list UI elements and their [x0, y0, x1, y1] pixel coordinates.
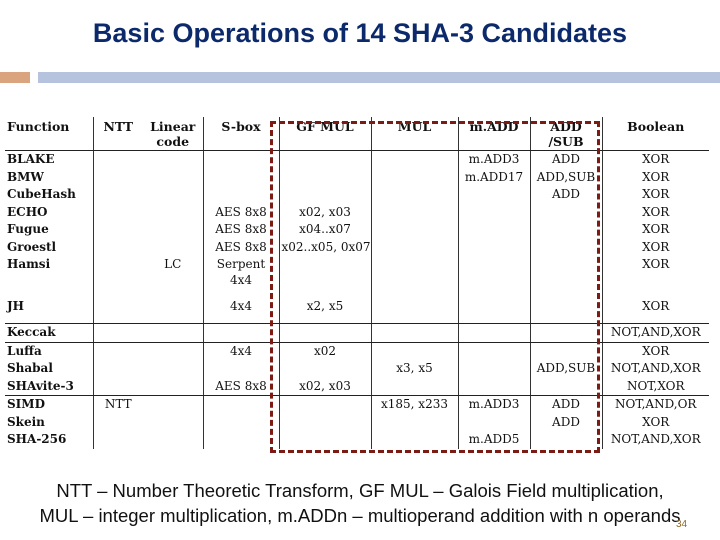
- table-cell: XOR: [602, 151, 709, 169]
- table-cell: XOR: [602, 239, 709, 257]
- table-cell: Fugue: [7, 222, 49, 236]
- table-cell: [203, 324, 279, 343]
- table-cell: 4x4: [203, 342, 279, 360]
- table-cell: x02, x03: [279, 378, 371, 396]
- table-cell: [143, 414, 203, 432]
- table-cell: AES 8x8: [203, 204, 279, 222]
- table-cell: [203, 151, 279, 169]
- table-cell: NTT: [93, 396, 143, 414]
- table-cell: XOR: [602, 256, 709, 288]
- table-cell: [93, 360, 143, 378]
- column-header: Linear code: [143, 117, 203, 151]
- table-cell: [93, 324, 143, 343]
- table-cell: x04..x07: [279, 221, 371, 239]
- table-cell: XOR: [602, 169, 709, 187]
- table-cell: [143, 204, 203, 222]
- table-cell: [93, 239, 143, 257]
- table-cell: [143, 324, 203, 343]
- highlight-dashed-box: [270, 121, 600, 453]
- column-header: GF MUL: [279, 117, 371, 151]
- column-header: Boolean: [602, 117, 709, 151]
- table-cell: Keccak: [5, 324, 93, 343]
- table-cell: 4x4: [203, 288, 279, 324]
- table-cell: ADD,SUB: [530, 169, 602, 187]
- table-cell: ECHO: [7, 204, 48, 219]
- title-rule-bar: [38, 72, 720, 83]
- table-cell: XOR: [602, 414, 709, 432]
- page-number: 34: [676, 519, 688, 530]
- table-cell: [143, 288, 203, 324]
- table-cell: ADD: [530, 151, 602, 169]
- table-cell: JH: [5, 288, 93, 324]
- table-cell: [143, 396, 203, 414]
- table-cell: Skein: [7, 414, 45, 429]
- table-cell: [143, 151, 203, 169]
- table-cell: NOT,XOR: [602, 378, 709, 396]
- table-cell: NOT,AND,XOR: [602, 360, 709, 378]
- table-cell: [203, 396, 279, 414]
- table-cell: [93, 342, 143, 360]
- table-cell: ADD: [530, 396, 602, 414]
- table-cell: x3, x5: [371, 360, 458, 378]
- table-cell: ADD: [530, 414, 602, 432]
- column-header: Function: [5, 117, 93, 151]
- table-cell: Luffa: [7, 343, 42, 358]
- column-header: ADD /SUB: [530, 117, 602, 151]
- table-cell: [203, 431, 279, 449]
- table-cell: [93, 414, 143, 432]
- table-cell: XOR: [602, 186, 709, 204]
- table-cell: m.ADD17: [458, 169, 530, 187]
- table-cell: x02..x05, 0x07: [279, 239, 371, 257]
- table-cell: [93, 151, 143, 169]
- title-accent-bar: [0, 72, 30, 83]
- table-cell: ADD: [530, 186, 602, 204]
- table-cell: [203, 169, 279, 187]
- table-cell: x2, x5: [279, 288, 371, 324]
- column-header: MUL: [371, 117, 458, 151]
- table-cell: [203, 360, 279, 378]
- table-cell: NOT,AND,OR: [602, 396, 709, 414]
- table-cell: [143, 360, 203, 378]
- table-cell: [143, 221, 203, 239]
- table-cell: [203, 186, 279, 204]
- footnote-line-2: MUL – integer multiplication, m.ADDn – multioperand addition with n operands: [39, 505, 681, 526]
- table-cell: [143, 431, 203, 449]
- table-cell: CubeHash: [7, 187, 76, 201]
- table-cell: [143, 169, 203, 187]
- table-cell: NOT,AND,XOR: [602, 324, 709, 343]
- table-cell: Groestl: [7, 239, 57, 254]
- column-header: NTT: [93, 117, 143, 151]
- table-cell: [143, 378, 203, 396]
- table-cell: AES 8x8: [203, 221, 279, 239]
- table-cell: Hamsi: [7, 257, 51, 271]
- table-cell: [203, 414, 279, 432]
- table-cell: x02, x03: [279, 204, 371, 222]
- table-cell: SHAvite-3: [5, 378, 93, 396]
- table-cell: [93, 169, 143, 187]
- table-cell: BLAKE: [7, 152, 55, 166]
- table-cell: [93, 256, 143, 288]
- table-cell: ADD,SUB: [530, 360, 602, 378]
- table-cell: [93, 378, 143, 396]
- table-cell: Serpent 4x4: [203, 256, 279, 288]
- table-cell: [93, 186, 143, 204]
- table-cell: LC: [164, 257, 182, 271]
- table-cell: [93, 221, 143, 239]
- table-cell: m.ADD3: [458, 151, 530, 169]
- table-cell: [93, 431, 143, 449]
- column-header: m.ADD: [458, 117, 530, 151]
- table-cell: XOR: [602, 342, 709, 360]
- table-cell: AES 8x8: [203, 239, 279, 257]
- table-cell: XOR: [602, 204, 709, 222]
- table-cell: m.ADD5: [458, 431, 530, 449]
- footnote-line-1: NTT – Number Theoretic Transform, GF MUL – Galois Field multiplication,: [56, 480, 664, 501]
- table-cell: [93, 204, 143, 222]
- table-cell: XOR: [602, 288, 709, 324]
- table-cell: BMW: [7, 169, 44, 184]
- table-cell: [93, 288, 143, 324]
- table-cell: AES 8x8: [203, 378, 279, 396]
- table-cell: SHA-256: [7, 432, 67, 446]
- table-cell: x185, x233: [371, 396, 458, 414]
- table-cell: Shabal: [7, 361, 53, 375]
- table-cell: [143, 186, 203, 204]
- slide-title: Basic Operations of 14 SHA-3 Candidates: [92, 18, 628, 48]
- table-cell: m.ADD3: [458, 396, 530, 414]
- table-cell: XOR: [602, 221, 709, 239]
- table-cell: NOT,AND,XOR: [602, 431, 709, 449]
- column-header: S-box: [203, 117, 279, 151]
- table-cell: x02: [279, 342, 371, 360]
- table-cell: [143, 342, 203, 360]
- table-cell: SIMD: [7, 397, 45, 411]
- table-cell: [143, 239, 203, 257]
